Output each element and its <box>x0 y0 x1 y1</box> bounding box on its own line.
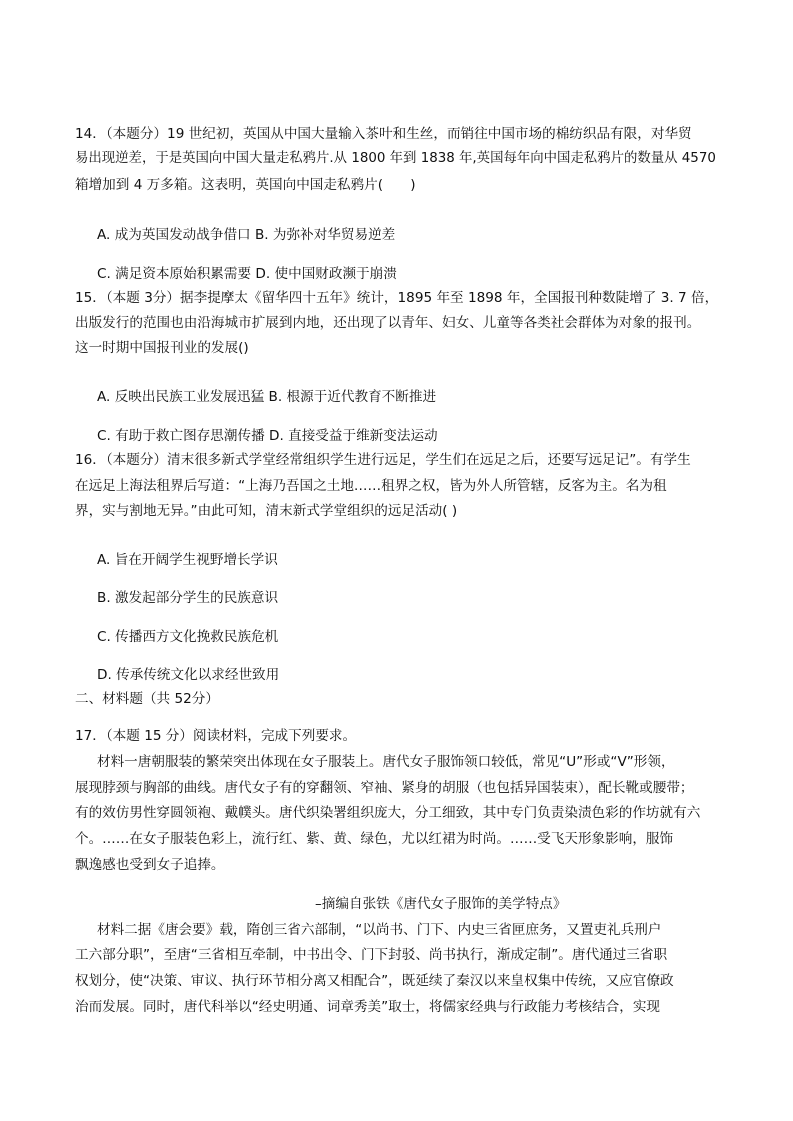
material2-line-4: 治而发展。同时，唐代科举以“经史明通、词章秀美”取士，将儒家经典与行政能力考核结合，实现 <box>75 999 661 1015</box>
q14-stem-line-3: 箱增加到 4 万多箱。这表明，英国向中国走私鸦片( ) <box>75 177 416 193</box>
q16-option-b: B. 激发起部分学生的民族意识 <box>97 590 279 606</box>
q16-option-a: A. 旨在开阔学生视野增长学识 <box>97 552 278 568</box>
material1-line-5: 飘逸感也受到女子追捧。 <box>75 857 225 873</box>
q14-stem-line-2: 易出现逆差，于是英国向中国大量走私鸦片.从 1800 年到 1838 年,英国每年向中国走私鸦片的数量从 4570 <box>75 151 716 166</box>
q16-option-c: C. 传播西方文化挽救民族危机 <box>97 629 279 645</box>
q16-stem-line-2: 在远足上海法租界后写道：“上海乃吾国之土地……租界之权，皆为外人所管辖，反客为主。名为租 <box>75 478 667 494</box>
q15-options-cd: C. 有助于救亡图存思潮传播 D. 直接受益于维新变法运动 <box>97 428 438 444</box>
material1-line-2: 展现脖颈与胸部的曲线。唐代女子有的穿翻领、窄袖、紧身的胡服（也包括异国装束），配长靴或腰带； <box>75 780 694 796</box>
q15-stem-line-2: 出版发行的范围也由沿海城市扩展到内地，还出现了以青年、妇女、儿童等各类社会群体为对象的报刊。 <box>75 315 701 331</box>
q15-options-ab: A. 反映出民族工业发展迅猛 B. 根源于近代教育不断推进 <box>97 389 437 405</box>
q17-intro: 17．（本题 15 分）阅读材料，完成下列要求。 <box>75 728 357 744</box>
material1-line-1: 材料一唐朝服装的繁荣突出体现在女子服装上。唐代女子服饰领口较低，常见“U”形或“V”形领， <box>97 754 675 770</box>
material2-line-1: 材料二据《唐会要》载，隋创三省六部制，“以尚书、门下、内史三省匣庶务，又置吏礼兵刑户 <box>97 922 662 938</box>
q15-stem-line-3: 这一时期中国报刊业的发展() <box>75 340 249 356</box>
material2-line-2: 工六部分职”，至唐“三省相互牵制，中书出令、门下封驳、尚书执行，渐成定制”。唐代通过三省职 <box>75 947 668 963</box>
q14-options-ab: A. 成为英国发动战争借口 B. 为弥补对华贸易逆差 <box>97 227 396 243</box>
material1-source: –摘编自张铁《唐代女子服饰的美学特点》 <box>315 896 567 912</box>
material1-line-3: 有的效仿男性穿圆领袍、戴幞头。唐代织染署组织庞大，分工细致，其中专门负责染渍色彩的作坊就有六 <box>75 805 701 821</box>
q16-stem-line-1: 16．（本题分）清末很多新式学堂经常组织学生进行远足，学生们在远足之后，还要写远足记”。有学生 <box>75 452 691 468</box>
material2-line-3: 权划分，使“决策、审议、执行环节相分离又相配合”，既延续了秦汉以来皇权集中传统，又应官僚政 <box>75 973 674 989</box>
material1-line-4: 个。……在女子服装色彩上，流行红、紫、黄、绿色，尤以红裙为时尚。……受飞天形象影响，服饰 <box>75 831 674 847</box>
section-heading: 二、材料题（共 52分） <box>75 691 219 707</box>
q16-option-d: D. 传承传统文化以求经世致用 <box>97 667 280 683</box>
q14-options-cd: C. 满足资本原始积累需要 D. 使中国财政濒于崩溃 <box>97 266 397 282</box>
q15-stem-line-1: 15．（本题 3分）据李提摩太《留华四十五年》统计，1895 年至 1898 年，全国报刊种数陡增了 3. 7 倍， <box>75 290 719 306</box>
q16-stem-line-3: 界，实与割地无异。”由此可知，清末新式学堂组织的远足活动( ) <box>75 503 458 519</box>
q14-stem-line-1: 14．（本题分）19 世纪初，英国从中国大量输入茶叶和生丝，而销往中国市场的棉纺织品有限，对华贸 <box>75 126 692 142</box>
